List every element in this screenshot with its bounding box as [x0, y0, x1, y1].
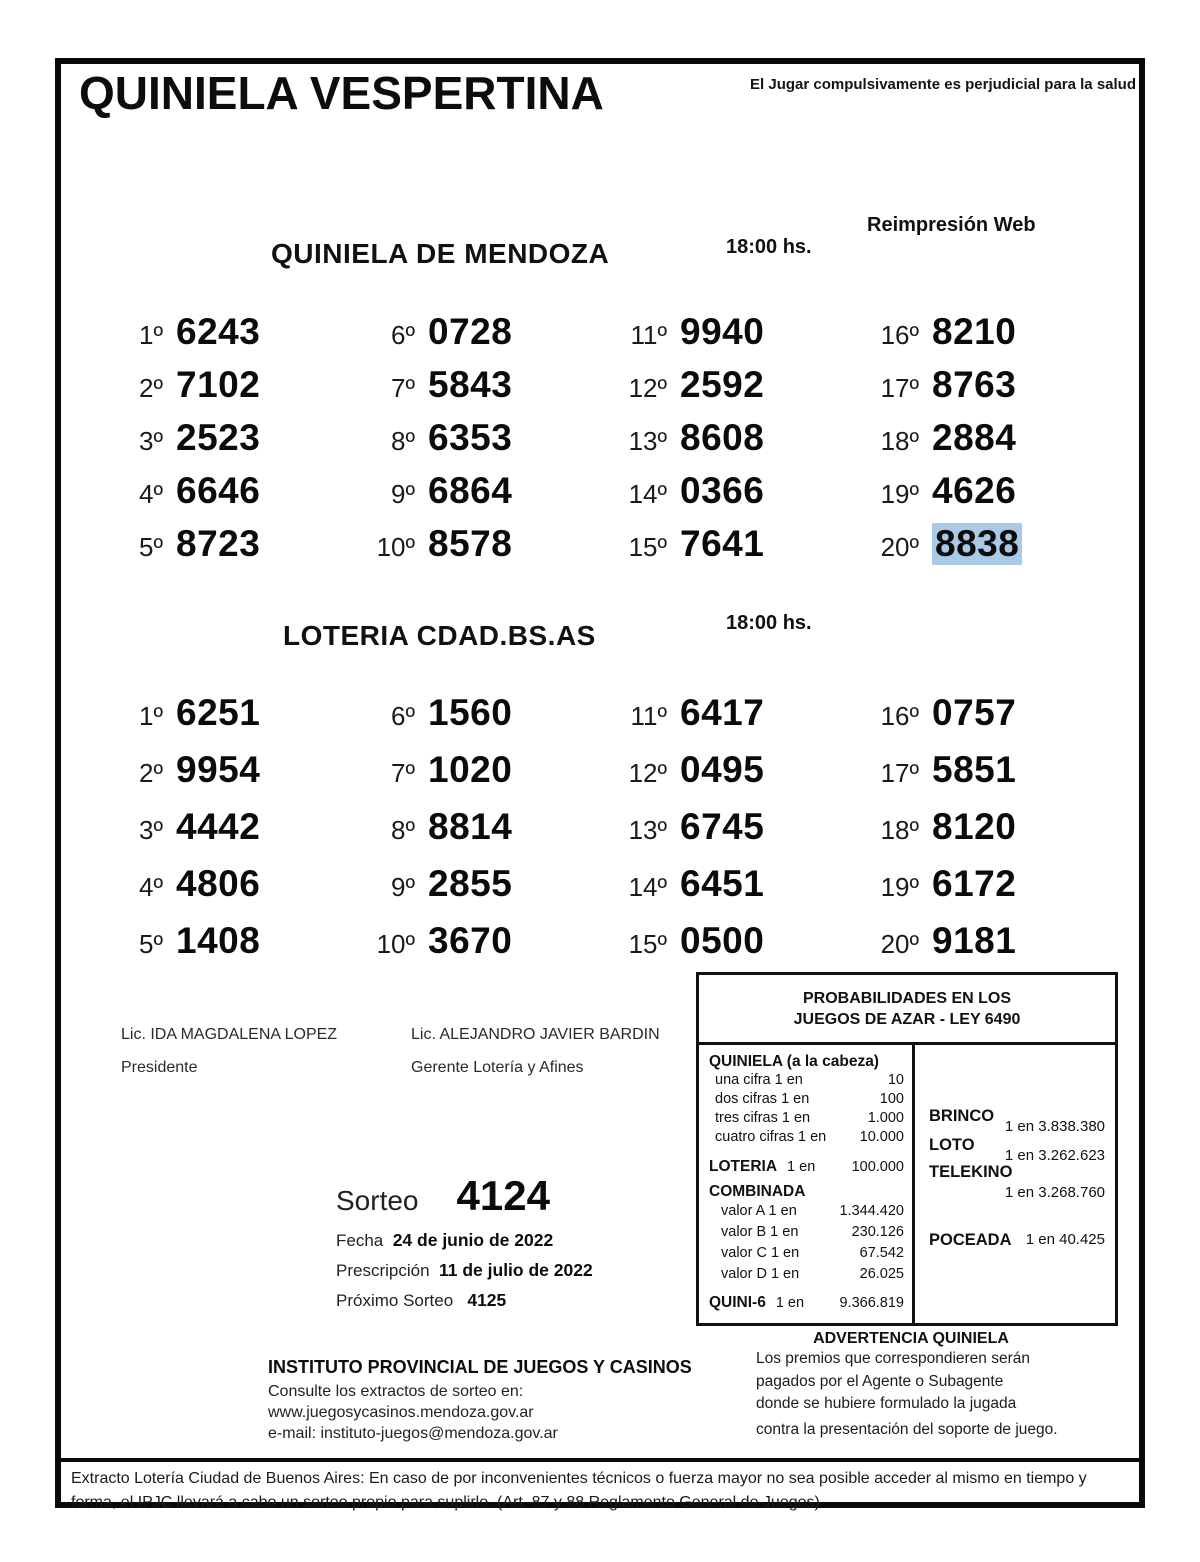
result-position: 15º — [628, 929, 667, 959]
institute-url: www.juegosycasinos.mendoza.gov.ar — [268, 1404, 534, 1421]
result-cell — [605, 364, 857, 417]
prob-row — [709, 1109, 904, 1128]
result-position: 19º — [880, 872, 919, 902]
result-position: 8º — [391, 426, 415, 456]
prescripcion-value: 11 de julio de 2022 — [439, 1260, 593, 1280]
result-position: 16º — [880, 701, 919, 731]
result-position: 18º — [880, 426, 919, 456]
official-1-role: Presidente — [121, 1059, 198, 1076]
result-number: 4442 — [176, 806, 261, 847]
prob-row — [709, 1071, 904, 1090]
reprint-label: Reimpresión Web — [867, 214, 1036, 236]
loteria-prob-row — [709, 1157, 904, 1177]
result-position: 6º — [391, 701, 415, 731]
result-number: 8763 — [932, 364, 1017, 405]
probabilities-title — [699, 975, 1115, 1045]
sorteo-proximo — [336, 1290, 666, 1311]
prob-row — [709, 1090, 904, 1109]
result-cell — [353, 692, 605, 749]
result-position: 13º — [628, 426, 667, 456]
result-cell — [101, 806, 353, 863]
result-number: 8608 — [680, 417, 765, 458]
result-cell — [605, 470, 857, 523]
result-position: 20º — [880, 532, 919, 562]
quini6-mid: 1 en — [775, 1295, 805, 1311]
sorteo-block — [336, 1172, 666, 1311]
result-cell — [605, 749, 857, 806]
result-position: 20º — [880, 929, 919, 959]
result-cell — [353, 806, 605, 863]
draw-time-mendoza: 18:00 hs. — [726, 236, 812, 258]
prob-value: 230.126 — [851, 1224, 904, 1240]
result-number: 2592 — [680, 364, 765, 405]
prob-label: valor A 1 en — [721, 1203, 797, 1219]
result-position: 17º — [880, 758, 919, 788]
result-number: 8723 — [176, 523, 261, 564]
result-position: 10º — [376, 532, 415, 562]
results-grid-bsas — [101, 692, 1111, 977]
result-position: 6º — [391, 320, 415, 350]
prob-row — [709, 1243, 904, 1264]
result-cell — [857, 311, 1109, 364]
result-position: 19º — [880, 479, 919, 509]
result-position: 12º — [628, 373, 667, 403]
game-name: TELEKINO — [929, 1163, 1013, 1181]
quini6-row — [709, 1293, 904, 1313]
result-cell — [101, 470, 353, 523]
game-name: BRINCO — [929, 1107, 995, 1125]
result-position: 16º — [880, 320, 919, 350]
health-warning: El Jugar compulsivamente es perjudicial para la salud — [750, 76, 1136, 93]
game-name: LOTO — [929, 1136, 975, 1154]
document-frame — [55, 58, 1145, 1511]
prob-row — [709, 1264, 904, 1285]
result-cell — [101, 417, 353, 470]
draw-title-bsas: LOTERIA CDAD.BS.AS — [283, 620, 596, 651]
result-cell — [605, 806, 857, 863]
result-cell — [857, 364, 1109, 417]
result-cell — [353, 417, 605, 470]
result-cell — [857, 806, 1109, 863]
game-value: 1 en 40.425 — [1025, 1231, 1105, 1248]
result-number: 8578 — [428, 523, 513, 564]
result-cell — [353, 311, 605, 364]
result-number: 0366 — [680, 470, 765, 511]
result-number: 7641 — [680, 523, 765, 564]
loteria-value: 100.000 — [851, 1159, 904, 1175]
prob-value: 1.344.420 — [839, 1203, 904, 1219]
result-cell-highlighted — [857, 523, 1109, 576]
proximo-value: 4125 — [467, 1290, 507, 1310]
result-cell — [605, 311, 857, 364]
result-number: 2523 — [176, 417, 261, 458]
proximo-label: Próximo Sorteo — [336, 1291, 454, 1310]
result-cell — [353, 470, 605, 523]
result-position: 4º — [139, 872, 163, 902]
result-cell — [605, 692, 857, 749]
result-cell — [857, 470, 1109, 523]
prob-label: una cifra 1 en — [715, 1072, 803, 1088]
result-cell — [353, 863, 605, 920]
fecha-value: 24 de junio de 2022 — [392, 1230, 554, 1250]
result-position: 3º — [139, 426, 163, 456]
result-cell — [101, 311, 353, 364]
result-position: 17º — [880, 373, 919, 403]
result-number: 6243 — [176, 311, 261, 352]
official-1-name: Lic. IDA MAGDALENA LOPEZ — [121, 1026, 338, 1043]
result-position: 9º — [391, 872, 415, 902]
result-cell — [857, 417, 1109, 470]
result-number: 6451 — [680, 863, 765, 904]
advertencia-line: donde se hubiere formulado la jugada — [756, 1395, 1017, 1412]
prob-value: 10.000 — [859, 1129, 904, 1145]
result-cell — [101, 523, 353, 576]
result-cell — [353, 749, 605, 806]
game-name: POCEADA — [929, 1231, 1012, 1249]
game-value: 1 en 3.268.760 — [1004, 1184, 1105, 1201]
probabilities-left-column — [699, 1045, 915, 1323]
official-2-name: Lic. ALEJANDRO JAVIER BARDIN — [411, 1026, 660, 1043]
result-position: 1º — [139, 320, 163, 350]
result-cell — [353, 364, 605, 417]
result-cell — [353, 523, 605, 576]
prob-row — [709, 1128, 904, 1147]
footer-line: Extracto Lotería Ciudad de Buenos Aires: En caso de por inconvenientes técnicos o fuerza mayor no sea posible acceder al mismo en tiempo y — [71, 1470, 1087, 1487]
result-number: 8210 — [932, 311, 1017, 352]
result-cell — [605, 863, 857, 920]
results-grid-mendoza — [101, 311, 1111, 576]
result-number: 6172 — [932, 863, 1017, 904]
institute-block — [268, 1357, 692, 1444]
result-cell — [101, 920, 353, 977]
result-cell — [101, 863, 353, 920]
result-number: 2855 — [428, 863, 513, 904]
quini6-value: 9.366.819 — [839, 1295, 904, 1311]
sorteo-prescripcion — [336, 1260, 666, 1281]
institute-line: Consulte los extractos de sorteo en: — [268, 1383, 524, 1400]
prob-value: 26.025 — [859, 1266, 904, 1282]
result-cell — [605, 523, 857, 576]
game-value: 1 en 3.838.380 — [1004, 1118, 1105, 1135]
quini6-label: QUINI-6 — [709, 1294, 766, 1311]
institute-name: INSTITUTO PROVINCIAL DE JUEGOS Y CASINOS — [268, 1357, 692, 1377]
result-number: 4626 — [932, 470, 1017, 511]
official-2-role: Gerente Lotería y Afines — [411, 1059, 584, 1076]
result-position: 7º — [391, 373, 415, 403]
prob-value: 100 — [879, 1091, 904, 1107]
result-number: 1020 — [428, 749, 513, 790]
advertencia-title: ADVERTENCIA QUINIELA — [813, 1330, 1009, 1347]
prob-label: cuatro cifras 1 en — [715, 1129, 827, 1145]
result-position: 18º — [880, 815, 919, 845]
prob-label: tres cifras 1 en — [715, 1110, 811, 1126]
prob-label: valor C 1 en — [721, 1245, 800, 1261]
result-position: 2º — [139, 758, 163, 788]
combinada-rows — [709, 1201, 904, 1285]
result-number: 0757 — [932, 692, 1017, 733]
advertencia-line: Los premios que correspondieren serán — [756, 1350, 1030, 1367]
combinada-header: COMBINADA — [709, 1183, 806, 1200]
result-number: 6745 — [680, 806, 765, 847]
probabilities-box — [696, 972, 1118, 1326]
game-brinco — [929, 1107, 1105, 1135]
quiniela-prob-header: QUINIELA (a la cabeza) — [709, 1053, 879, 1070]
result-position: 11º — [630, 701, 667, 731]
fecha-label: Fecha — [336, 1231, 384, 1250]
draw-time-bsas: 18:00 hs. — [726, 612, 812, 634]
result-number: 6646 — [176, 470, 261, 511]
prob-value: 1.000 — [867, 1110, 904, 1126]
result-cell — [857, 692, 1109, 749]
prob-value: 67.542 — [859, 1245, 904, 1261]
result-number: 6864 — [428, 470, 513, 511]
result-number: 7102 — [176, 364, 261, 405]
result-position: 2º — [139, 373, 163, 403]
draw-title-mendoza: QUINIELA DE MENDOZA — [271, 238, 610, 269]
game-poceada — [929, 1231, 1105, 1250]
result-number: 9181 — [932, 920, 1017, 961]
result-number: 1560 — [428, 692, 513, 733]
sorteo-label: Sorteo — [336, 1185, 419, 1216]
result-position: 7º — [391, 758, 415, 788]
result-number: 0728 — [428, 311, 513, 352]
result-number: 3670 — [428, 920, 513, 961]
result-cell — [605, 920, 857, 977]
game-value: 1 en 3.262.623 — [1004, 1147, 1105, 1164]
sorteo-number: 4124 — [456, 1172, 550, 1219]
result-number-highlighted: 8838 — [932, 523, 1022, 565]
result-cell — [101, 692, 353, 749]
result-number: 6417 — [680, 692, 765, 733]
result-number: 8120 — [932, 806, 1017, 847]
result-position: 13º — [628, 815, 667, 845]
result-cell — [101, 749, 353, 806]
result-position: 1º — [139, 701, 163, 731]
footer-line: forma, el IPJC llevará a cabo un sorteo propio para suplirlo. (Art. 87 y 88 Reglamento General de Juegos) — [71, 1494, 820, 1511]
prob-row — [709, 1222, 904, 1243]
result-number: 6353 — [428, 417, 513, 458]
result-position: 14º — [628, 872, 667, 902]
result-number: 5851 — [932, 749, 1017, 790]
result-cell — [857, 749, 1109, 806]
loteria-mid: 1 en — [787, 1159, 816, 1175]
result-position: 9º — [391, 479, 415, 509]
result-position: 8º — [391, 815, 415, 845]
result-position: 4º — [139, 479, 163, 509]
result-number: 1408 — [176, 920, 261, 961]
result-cell — [605, 417, 857, 470]
result-number: 8814 — [428, 806, 513, 847]
result-position: 11º — [630, 320, 667, 350]
probabilities-title-line2: JUEGOS DE AZAR - LEY 6490 — [793, 1010, 1021, 1028]
result-number: 0500 — [680, 920, 765, 961]
prob-label: dos cifras 1 en — [715, 1091, 810, 1107]
probabilities-right-column — [915, 1045, 1115, 1323]
prescripcion-label: Prescripción — [336, 1261, 430, 1280]
probabilities-title-line1: PROBABILIDADES EN LOS — [802, 989, 1011, 1007]
result-position: 5º — [139, 929, 163, 959]
loteria-label: LOTERIA — [709, 1158, 778, 1175]
prob-row — [709, 1201, 904, 1222]
game-telekino — [929, 1163, 1105, 1201]
prob-label: valor D 1 en — [721, 1266, 800, 1282]
prob-label: valor B 1 en — [721, 1224, 799, 1240]
result-position: 12º — [628, 758, 667, 788]
result-cell — [857, 863, 1109, 920]
result-number: 0495 — [680, 749, 765, 790]
result-position: 3º — [139, 815, 163, 845]
result-number: 9954 — [176, 749, 261, 790]
result-cell — [857, 920, 1109, 977]
institute-email: e-mail: instituto-juegos@mendoza.gov.ar — [268, 1425, 558, 1442]
result-position: 15º — [628, 532, 667, 562]
result-position: 14º — [628, 479, 667, 509]
result-position: 10º — [376, 929, 415, 959]
result-number: 6251 — [176, 692, 261, 733]
result-cell — [101, 364, 353, 417]
advertencia-line: contra la presentación del soporte de juego. — [756, 1420, 1058, 1438]
result-cell — [353, 920, 605, 977]
advertencia-block — [701, 1330, 1121, 1441]
result-number: 9940 — [680, 311, 765, 352]
sorteo-fecha — [336, 1230, 666, 1251]
page-title: QUINIELA VESPERTINA — [79, 67, 604, 119]
result-number: 2884 — [932, 417, 1017, 458]
footer-note — [61, 1458, 1139, 1515]
prob-value: 10 — [887, 1072, 904, 1088]
result-number: 4806 — [176, 863, 261, 904]
result-number: 5843 — [428, 364, 513, 405]
game-loto — [929, 1136, 1105, 1164]
result-position: 5º — [139, 532, 163, 562]
advertencia-line: pagados por el Agente o Subagente — [756, 1372, 1004, 1390]
